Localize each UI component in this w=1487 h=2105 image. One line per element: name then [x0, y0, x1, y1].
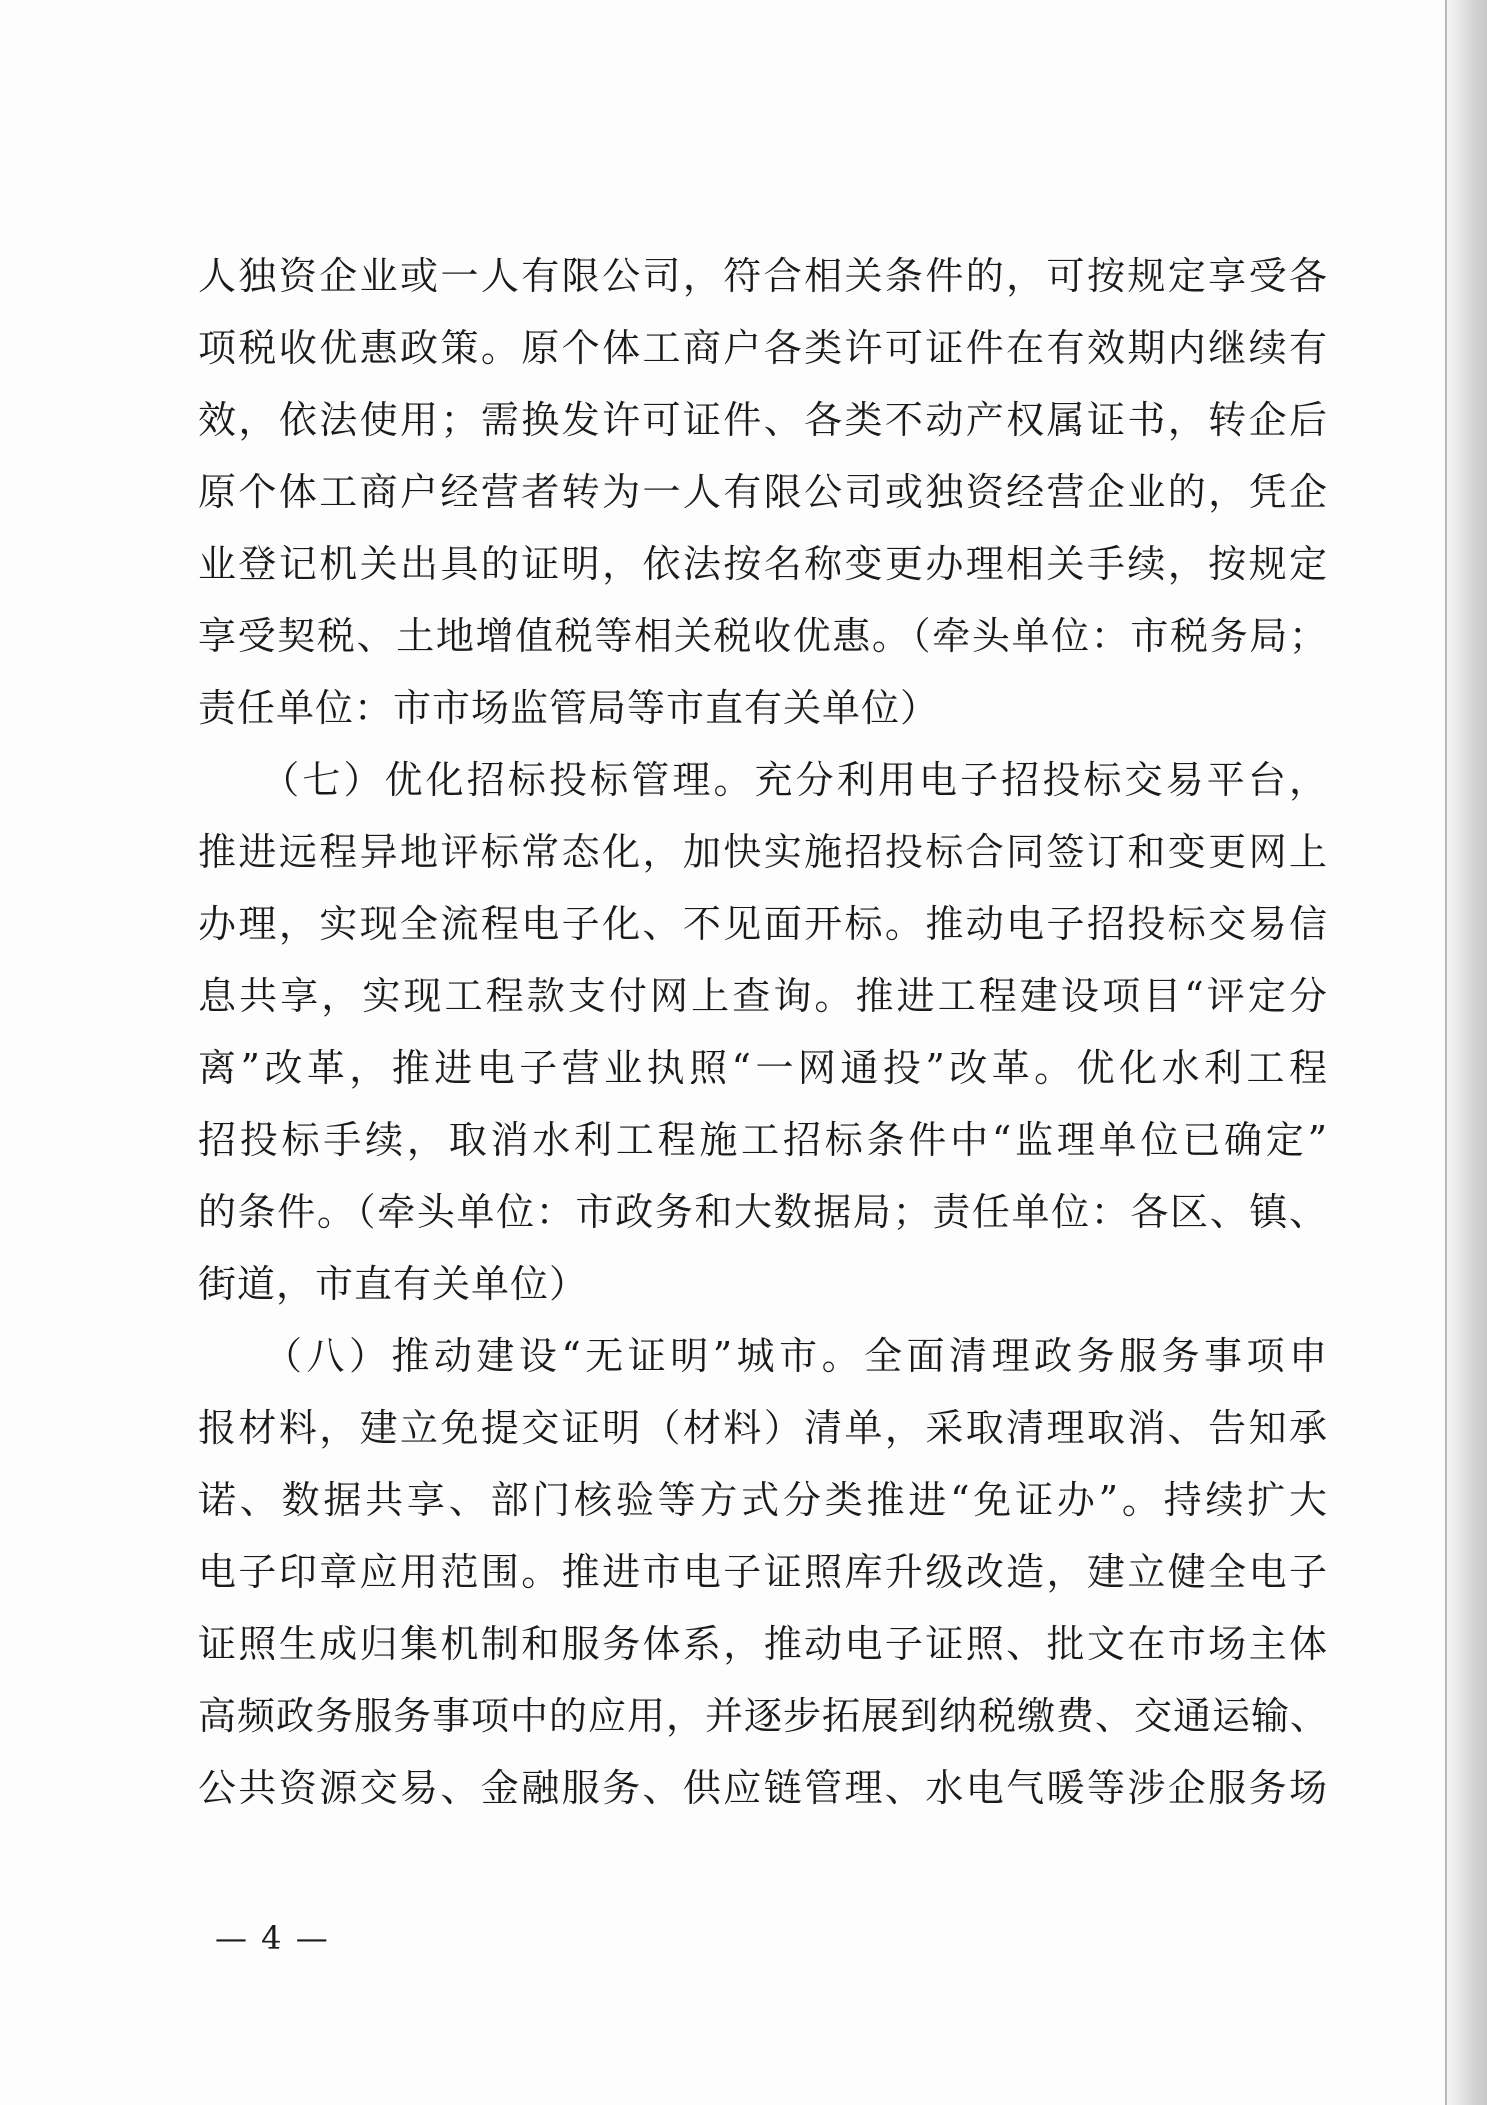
text-line: 项税收优惠政策。原个体工商户各类许可证件在有效期内继续有: [198, 326, 1328, 370]
text-line: 诺、数据共享、部门核验等方式分类推进“免证办”。持续扩大: [198, 1478, 1328, 1522]
text-line: 人独资企业或一人有限公司，符合相关条件的，可按规定享受各: [198, 254, 1328, 298]
text-line: 证照生成归集机制和服务体系，推动电子证照、批文在市场主体: [198, 1622, 1328, 1666]
text-line: 报材料，建立免提交证明（材料）清单，采取清理取消、告知承: [198, 1406, 1328, 1450]
text-line: 办理，实现全流程电子化、不见面开标。推动电子招投标交易信: [198, 902, 1328, 946]
text-line: 高频政务服务事项中的应用，并逐步拓展到纳税缴费、交通运输、: [198, 1694, 1330, 1738]
text-line: 街道，市直有关单位）: [198, 1262, 589, 1306]
text-line: （八）推动建设“无证明”城市。全面清理政务服务事项申: [198, 1334, 1328, 1378]
text-line: 招投标手续，取消水利工程施工招标条件中“监理单位已确定”: [198, 1118, 1328, 1162]
text-line: 公共资源交易、金融服务、供应链管理、水电气暖等涉企服务场: [198, 1766, 1328, 1810]
text-line: 电子印章应用范围。推进市电子证照库升级改造，建立健全电子: [198, 1550, 1328, 1594]
text-line: （七）优化招标投标管理。充分利用电子招投标交易平台，: [198, 758, 1328, 802]
body-text: [198, 240, 1328, 1824]
text-line: 的条件。（牵头单位：市政务和大数据局；责任单位：各区、镇、: [198, 1190, 1328, 1234]
text-line: 业登记机关出具的证明，依法按名称变更办理相关手续，按规定: [198, 542, 1328, 586]
text-line: 享受契税、土地增值税等相关税收优惠。（牵头单位：市税务局；: [198, 614, 1328, 658]
text-line: 效，依法使用；需换发许可证件、各类不动产权属证书，转企后: [198, 398, 1328, 442]
text-line: 原个体工商户经营者转为一人有限公司或独资经营企业的，凭企: [198, 470, 1328, 514]
page-number: — 4 —: [215, 1919, 330, 1957]
text-line: 离”改革，推进电子营业执照“一网通投”改革。优化水利工程: [198, 1046, 1328, 1090]
text-line: 责任单位：市市场监管局等市直有关单位）: [198, 686, 940, 730]
scan-edge-shadow: [1447, 0, 1487, 2105]
text-line: 息共享，实现工程款支付网上查询。推进工程建设项目“评定分: [198, 974, 1328, 1018]
text-line: 推进远程异地评标常态化，加快实施招投标合同签订和变更网上: [198, 830, 1328, 874]
